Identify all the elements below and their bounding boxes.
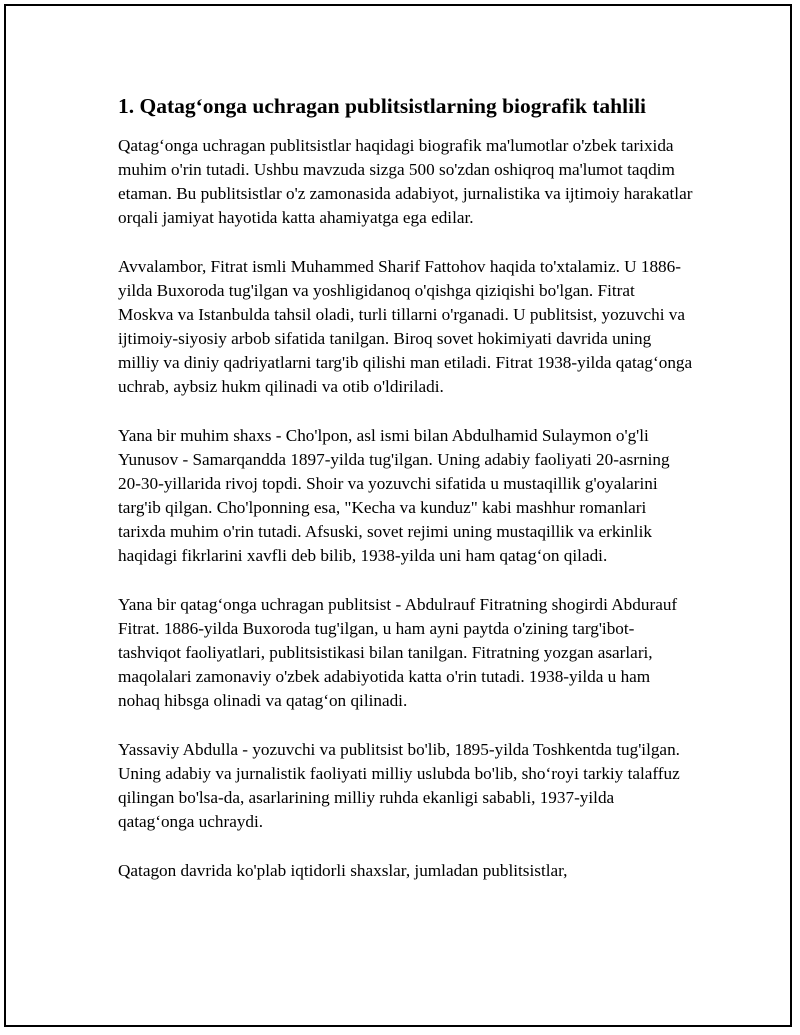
paragraph-qatagon: Qatagon davrida ko'plab iqtidorli shaxslar, jumladan publitsistlar, (118, 861, 568, 880)
document-body (118, 92, 693, 908)
paragraph-cholpon: Yana bir muhim shaxs - Cho'lpon, asl ismi bilan Abdulhamid Sulaymon o'g'li Yunusov - Samarqandda 1897-yilda tug'ilgan. Uning adabiy faoliyati 20-asrning 20-30-yillarida rivoj topdi. Shoir va yozuvchi sifatida u mustaqillik g'oyalarini targ'ib qilgan. Cho'lponning esa, "Kecha va kunduz" kabi mashhur romanlari tarixda muhim o'rin tutadi. Afsuski, sovet rejimi uning mustaqillik va erkinlik haqidagi fikrlarini xavfli deb bilib, 1938-yilda uni ham qatag‘on qiladi. (118, 426, 670, 565)
paragraph-intro: Qatag‘onga uchragan publitsistlar haqidagi biografik ma'lumotlar o'zbek tarixida muhim o'rin tutadi. Ushbu mavzuda sizga 500 so'zdan oshiqroq ma'lumot taqdim etaman. Bu publitsistlar o'z zamonasida adabiyot, jurnalistika va ijtimoiy harakatlar orqali jamiyat hayotida katta ahamiyatga ega edilar. (118, 136, 693, 227)
paragraph-abdurauf: Yana bir qatag‘onga uchragan publitsist - Abdulrauf Fitratning shogirdi Abdurauf Fitrat. 1886-yilda Buxoroda tug'ilgan, u ham ayni paytda o'zining targ'ibot-tashviqot faoliyatlari, publitsistikasi bilan tanilgan. Fitratning yozgan asarlari, maqolalari zamonaviy o'zbek adabiyotida katta o'rin tutadi. 1938-yilda u ham nohaq hibsga olinadi va qatag‘on qilinadi. (118, 595, 678, 710)
paragraph-yassaviy: Yassaviy Abdulla - yozuvchi va publitsist bo'lib, 1895-yilda Toshkentda tug'ilgan. Uning adabiy va jurnalistik faoliyati milliy uslubda bo'lib, sho‘royi tarkiy talaffuz qilingan bo'lsa-da, asarlarining milliy ruhda ekanligi sababli, 1937-yilda qatag‘onga uchraydi. (118, 740, 680, 831)
section-heading: 1. Qatag‘onga uchragan publitsistlarning biografik tahlili (118, 94, 647, 118)
paragraph-fitrat: Avvalambor, Fitrat ismli Muhammed Sharif Fattohov haqida to'xtalamiz. U 1886-yilda Buxoroda tug'ilgan va yoshligidanoq o'qishga qiziqishi bo'lgan. Fitrat Moskva va Istanbulda tahsil oladi, turli tillarni o'rganadi. U publitsist, yozuvchi va ijtimoiy-siyosiy arbob sifatida tanilgan. Biroq sovet hokimiyati davrida uning milliy va diniy qadriyatlarni targ'ib qilishi man etiladi. Fitrat 1938-yilda qatag‘onga uchrab, aybsiz hukm qilinadi va otib o'ldiriladi. (118, 257, 693, 396)
